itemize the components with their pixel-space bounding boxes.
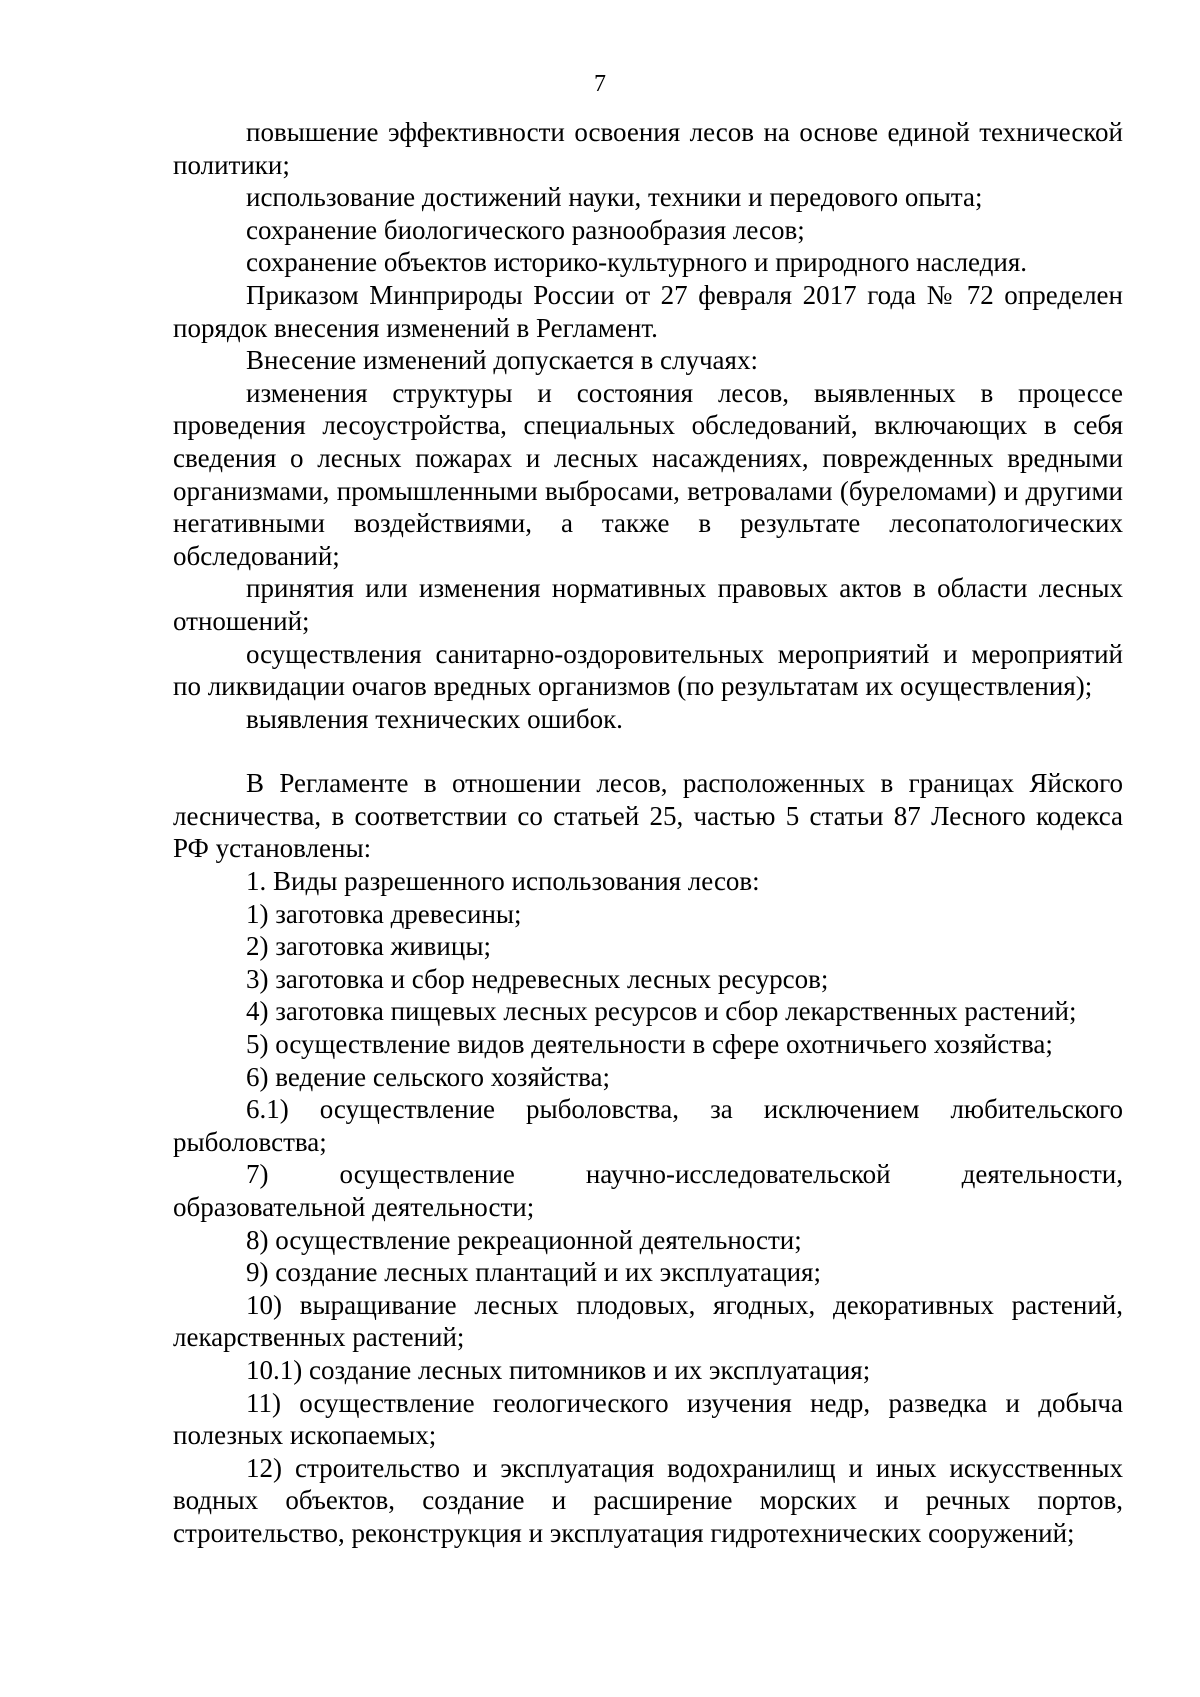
paragraph: изменения структуры и состояния лесов, выявленных в процессе проведения лесоустройства, специальных обследований, включающих в себя сведения о лесных пожарах и лесных насаждениях, поврежденных вредными организмами, промышленными выбросами, ветровалами (буреломами) и другими негативными воздействиями, а также в результате лесопатологических обследований; (173, 377, 1123, 571)
list-item: 5) осуществление видов деятельности в сфере охотничьего хозяйства; (246, 1029, 1053, 1060)
list-item: 6.1) осуществление рыболовства, за исключением любительского рыболовства; (173, 1094, 1123, 1157)
list-item: 8) осуществление рекреационной деятельности; (246, 1224, 802, 1255)
list-item: 3) заготовка и сбор недревесных лесных ресурсов; (246, 963, 829, 994)
list-item: 9) создание лесных плантаций и их эксплуатация; (246, 1257, 821, 1288)
list-heading: 1. Виды разрешенного использования лесов: (246, 866, 760, 897)
list-item: 7) осуществление научно-исследовательской деятельности, образовательной деятельности; (173, 1159, 1123, 1222)
paragraph: использование достижений науки, техники и передового опыта; (246, 182, 983, 213)
list-item: 11) осуществление геологического изучения недр, разведка и добыча полезных ископаемых; (173, 1387, 1123, 1451)
document-body (173, 116, 1123, 1550)
paragraph: сохранение биологического разнообразия лесов; (246, 214, 805, 245)
paragraph: Внесение изменений допускается в случаях: (246, 345, 758, 376)
list-item: 10) выращивание лесных плодовых, ягодных, декоративных растений, лекарственных растений; (173, 1289, 1123, 1353)
list-item: 2) заготовка живицы; (246, 931, 491, 962)
list-item: 10.1) создание лесных питомников и их эксплуатация; (246, 1354, 871, 1385)
page-number: 7 (594, 71, 606, 97)
paragraph: Приказом Минприроды России от 27 февраля 2017 года № 72 определен порядок внесения изменений в Регламент. (173, 279, 1123, 343)
paragraph: осуществления санитарно-оздоровительных мероприятий и мероприятий по ликвидации очагов вредных организмов (по результатам их осуществления); (173, 638, 1123, 702)
paragraph: принятия или изменения нормативных правовых актов в области лесных отношений; (173, 573, 1123, 636)
paragraph: сохранение объектов историко-культурного и природного наследия. (246, 247, 1028, 278)
paragraph: выявления технических ошибок. (246, 703, 623, 734)
paragraph: повышение эффективности освоения лесов на основе единой технической политики; (173, 117, 1123, 180)
list-item: 12) строительство и эксплуатация водохранилищ и иных искусственных водных объектов, создание и расширение морских и речных портов, строительство, реконструкция и эксплуатация гидротехнических сооружений; (173, 1452, 1123, 1548)
list-item: 6) ведение сельского хозяйства; (246, 1061, 610, 1092)
paragraph: В Регламенте в отношении лесов, расположенных в границах Яйского лесничества, в соответствии со статьей 25, частью 5 статьи 87 Лесного кодекса РФ установлены: (173, 768, 1123, 864)
list-item: 1) заготовка древесины; (246, 898, 522, 929)
list-item: 4) заготовка пищевых лесных ресурсов и сбор лекарственных растений; (246, 996, 1077, 1027)
